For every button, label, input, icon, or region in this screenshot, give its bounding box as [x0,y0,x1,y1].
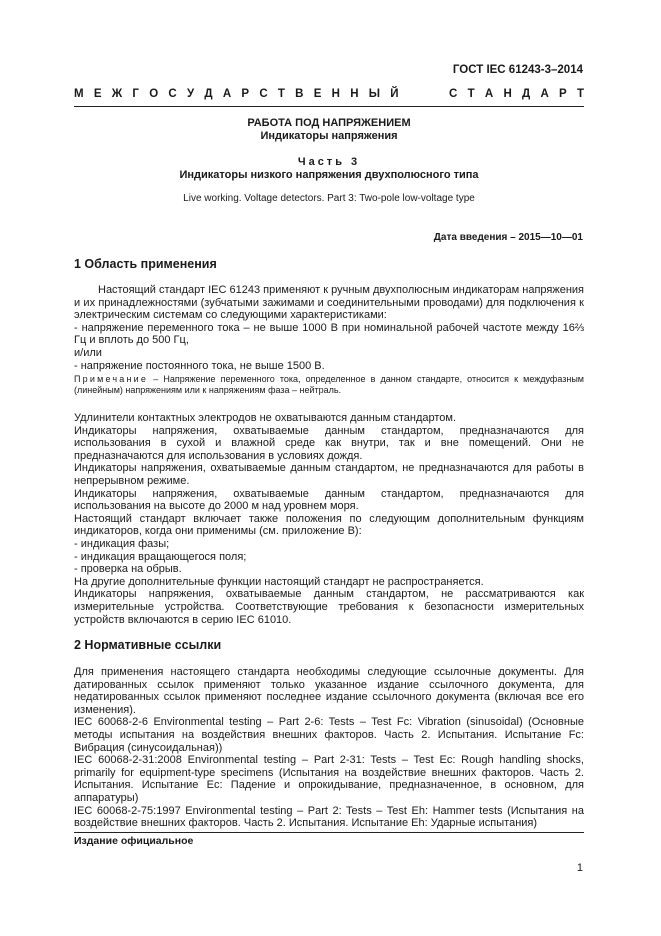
s1-list-item: - индикация фазы; [74,537,170,550]
s2-reference: IEC 60068-2-6 Environmental testing – Part 2-6: Tests – Test Fc: Vibration (sinusoidal) (Основные методы испытания на воздействия внешних факторов. Часть 2. Испытания. Испытание Fc: Вибрация (синусоидальная)) [74,716,584,754]
banner-letter: Д [522,88,531,100]
banner-letter: Д [204,88,213,100]
banner-letter: Т [277,88,285,100]
s1-bullet [74,360,584,373]
title-main: РАБОТА ПОД НАПРЯЖЕНИЕМ [247,117,411,129]
banner-letter: А [540,88,549,100]
s1-paragraph: Настоящий стандарт IEC 61243 применяют к ручным двухполюсным индикаторам напряжения и их принадлежностями (зубчатыми зажимами и соединительными проводами) для подключения к электрическим системам со следующими характеристиками: [74,284,584,322]
footer-rule [74,832,584,833]
banner-letter: С [168,88,177,100]
s1-list-item: - проверка на обрыв. [74,563,182,576]
section2-heading: 2 Нормативные ссылки [74,638,222,652]
banner-letter: Р [559,88,567,100]
s1-bullet-text: - напряжение постоянного тока, не выше 1500 В. [74,359,325,372]
banner-letter: Г [132,88,139,100]
banner-letter: С [449,88,458,100]
introduction-date: Дата введения – 2015—10—01 [433,232,583,243]
s2-reference: IEC 60068-2-75:1997 Environmental testing – Part 2: Tests – Test Eh: Hammer tests (Испытания на воздействие внешних факторов. Часть 2. Испытания. Испытание Eh: Ударные испытания) [74,804,584,830]
s1-paragraph: Индикаторы напряжения, охватываемые данным стандартом, не предназначаются для работы в непрерывном режиме. [74,462,584,487]
section1-body-a [74,284,584,396]
note-label: Примечание [74,374,149,385]
part-number: Часть 3 [297,156,361,168]
s1-or-text: и/или [74,346,102,359]
s1-paragraph: Индикаторы напряжения, охватываемые данным стандартом, не рассматриваются как измерительные устройства. Соответствующие требования к безопасности измерительных устройств включаются в серию IEC 61010. [74,588,584,626]
banner-letter: С [259,88,268,100]
s1-bullet-text: - напряжение переменного тока – не выше 1000 В при номинальной рабочей частоте между 16⅔ Гц и вплоть до 500 Гц, [74,321,584,347]
s1-paragraph: Индикаторы напряжения, охватываемые данным стандартом, предназначаются для использования на высоте до 2000 м над уровнем моря. [74,487,584,513]
banner-letter: О [149,88,159,100]
s1-paragraph: На другие дополнительные функции настоящий стандарт не распространяется. [74,575,484,588]
s1-paragraph: Индикаторы напряжения, охватываемые данным стандартом, предназначаются для использования в сухой и влажной среде как внутри, так и вне помещений. Они не предназначаются для использования в условиях дождя. [74,424,584,462]
page-number: 1 [576,862,583,874]
standard-code: ГОСТ IEC 61243-3–2014 [452,64,583,76]
banner-letter: М [74,88,84,100]
english-title: Live working. Voltage detectors. Part 3: Two-pole low-voltage type [183,193,475,204]
title-sub: Индикаторы напряжения [260,130,398,142]
s1-paragraph: Удлинители контактных электродов не охватываются данным стандартом. [74,412,457,424]
banner-letter: Н [350,88,359,100]
s2-paragraph: Для применения настоящего стандарта необходимы следующие ссылочные документы. Для датированных ссылок применяют только указанное издание ссылочного документа, для недатированных ссылок применяют последнее издание ссылочного документа (включая все его изменения). [74,666,584,716]
section1-heading: 1 Область применения [74,257,217,271]
banner-letter: У [186,88,195,100]
banner-letter: Т [576,88,584,100]
s1-or [74,347,584,360]
part-block [74,156,584,182]
banner-letter: Е [313,88,322,100]
banner-letter: Й [390,88,399,100]
header-rule [74,106,584,107]
banner-letter: Н [503,88,512,100]
section1-body-b [74,412,584,626]
note-text: – Напряжение переменного тока, определенное в данном стандарте, относится к междуфазным (линейным) напряжениям или к напряжениям фаза – нейтраль. [74,374,584,396]
s2-reference: IEC 60068-2-31:2008 Environmental testing – Part 2-31: Tests – Test Ec: Rough handling shocks, primarily for equipment-type specimens (Испытания на воздействие внешних факторов. Часть 2. Испытания. Испытание Ec: Падение и опрокидывание, предназначенное, в основном, для аппаратуры) [74,754,584,804]
s1-paragraph: Настоящий стандарт включает также положения по следующим дополнительным функциям индикаторов, когда они применимы (см. приложение B): [74,512,584,538]
banner-letter: А [222,88,232,100]
official-edition: Издание официальное [74,835,194,847]
banner-letter: Ж [111,88,123,100]
banner-letter: В [295,88,304,100]
banner-letter: Р [241,88,250,100]
banner-letter: Н [331,88,340,100]
banner-letter: Е [93,88,102,100]
s1-list-item: - индикация вращающегося поля; [74,550,247,563]
s1-note [74,374,584,396]
banner [74,88,584,100]
banner-letter: Ы [368,88,381,100]
banner-letter: А [484,88,494,100]
banner-gap [409,88,439,100]
section2-body [74,666,584,830]
part-title: Индикаторы низкого напряжения двухполюсного типа [179,169,479,181]
title-block [74,117,584,143]
s1-bullet [74,322,584,347]
banner-letter: Т [467,88,475,100]
